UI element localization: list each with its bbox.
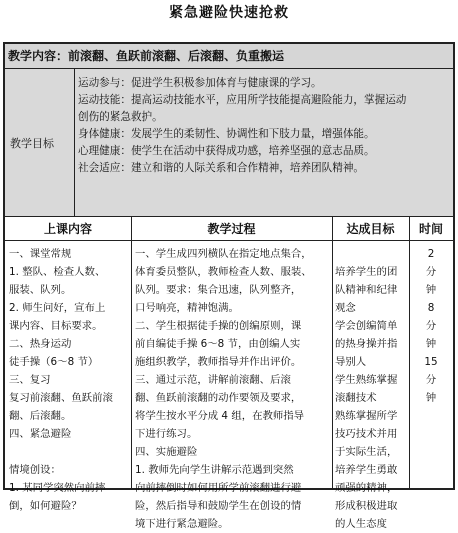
process-line: 境下进行紧急避险。: [135, 518, 229, 530]
time-line: 8: [427, 302, 435, 314]
goal-line: 滚翻技术: [335, 392, 377, 404]
header-content: 上课内容: [43, 222, 92, 236]
goal-line: 运动参与：促进学生积极参加体育与健康课的学习。: [78, 77, 322, 89]
content-line: 徒手操（6～8 节）: [9, 356, 99, 368]
goal-line: 顽强的精神，: [335, 482, 398, 494]
goal-line: 技巧技术并用: [335, 428, 398, 440]
process-line: 险，然后指导和鼓励学生在创设的情: [135, 500, 302, 512]
goal-line: 运动技能：提高运动技能水平，应用所学技能提高避险能力，掌握运动: [78, 94, 407, 106]
column-divider: [131, 217, 132, 240]
time-line: 分: [425, 266, 437, 278]
time-line: 15: [424, 356, 438, 368]
goal-line: 学生熟练掌握: [335, 374, 398, 386]
content-line: 三、复习: [9, 374, 51, 386]
goal-line: 学会创编简单: [335, 320, 398, 332]
process-line: 口号响亮，精神饱满。: [135, 302, 239, 314]
time-line: 钟: [425, 338, 437, 350]
column-divider: [409, 241, 410, 488]
time-line: 2: [427, 248, 435, 260]
goal-line: 导别人: [335, 356, 367, 368]
process-line: 向前摔倒时如何用所学前滚翻进行避: [135, 482, 302, 494]
process-column: [135, 245, 330, 533]
process-line: 三、通过示范，讲解前滚翻、后滚: [135, 374, 291, 386]
header-process: 教学过程: [207, 222, 256, 236]
goal-line: 的人生态度: [335, 518, 387, 530]
goal-line: 于实际生活，: [335, 446, 398, 458]
process-line: 将学生按水平分成 4 组，在教师指导: [135, 410, 305, 422]
header-time: 时间: [418, 222, 443, 236]
process-line: 队列。要求：集合迅速，队列整齐，: [135, 284, 302, 296]
content-line: 倒，如何避险？: [9, 500, 82, 512]
column-divider: [409, 217, 410, 240]
lesson-plan-table: [3, 42, 455, 530]
goal-line: 身体健康：发展学生的柔韧性、协调性和下肢力量，增强体能。: [78, 128, 375, 140]
content-line: 1. 某同学突然向前摔: [9, 482, 106, 494]
teaching-content-row: 教学内容：前滚翻、鱼跃前滚翻、后滚翻、负重搬运: [5, 44, 453, 69]
column-header-row: [5, 217, 453, 241]
process-line: 前自编徒手操 6～8 节，由创编人实: [135, 338, 301, 350]
content-line: 2. 师生问好，宣布上: [9, 302, 106, 314]
column-divider: [332, 217, 333, 240]
goal-line: 心理健康：使学生在活动中获得成功感，培养坚强的意志品质。: [78, 145, 375, 157]
goal-line: 创伤的紧急救护。: [78, 111, 163, 123]
process-line: 四、实施避险: [135, 446, 198, 458]
time-line: 分: [425, 320, 437, 332]
time-line: 钟: [425, 284, 437, 296]
goals-label: 教学目标: [5, 69, 75, 216]
content-line: 四、紧急避险: [9, 428, 72, 440]
process-line: 1. 教师先向学生讲解示范遇到突然: [135, 464, 294, 476]
content-line: 1. 整队、检查人数、: [9, 266, 106, 278]
goal-column: [335, 245, 407, 533]
process-line: 体育委员整队，教师检查人数、服装、: [135, 266, 312, 278]
content-line: 情境创设：: [9, 464, 61, 476]
goal-line: 观念: [335, 302, 356, 314]
content-column: [9, 245, 129, 515]
teaching-goals-row: [5, 69, 453, 217]
goal-line: 培养学生勇敢: [335, 464, 398, 476]
goal-line: 熟练掌握所学: [335, 410, 398, 422]
column-divider: [332, 241, 333, 488]
content-line: 课内容、目标要求。: [9, 320, 103, 332]
content-line: 一、课堂常规: [9, 248, 72, 260]
process-line: 翻、鱼跃前滚翻的动作要领及要求，: [135, 392, 302, 404]
goal-line: 的热身操并指: [335, 338, 398, 350]
content-line: 复习前滚翻、鱼跃前滚: [9, 392, 113, 404]
goal-line: 形成积极进取: [335, 500, 398, 512]
goal-line: 队精神和纪律: [335, 284, 398, 296]
lesson-body: [5, 241, 453, 530]
content-line: 二、热身运动: [9, 338, 72, 350]
goal-line: 培养学生的团: [335, 266, 398, 278]
time-column: [411, 245, 451, 407]
page-title: 紧急避险快速抢救: [169, 5, 289, 21]
goal-line: 社会适应：建立和谐的人际关系和合作精神，培养团队精神。: [78, 162, 365, 174]
content-line: 翻、后滚翻。: [9, 410, 72, 422]
goals-body: [78, 75, 449, 177]
process-line: 二、学生根据徒手操的创编原则，课: [135, 320, 302, 332]
process-line: 一、学生成四列横队在指定地点集合，: [135, 248, 312, 260]
time-line: 分: [425, 374, 437, 386]
column-divider: [131, 241, 132, 488]
content-line: [9, 443, 129, 461]
goal-line: [335, 245, 407, 263]
time-line: 钟: [425, 392, 437, 404]
content-line: 服装、队列。: [9, 284, 72, 296]
process-line: 施组织教学，教师指导并作出评价。: [135, 356, 302, 368]
header-goal: 达成目标: [346, 222, 395, 236]
process-line: 下进行练习。: [135, 428, 198, 440]
